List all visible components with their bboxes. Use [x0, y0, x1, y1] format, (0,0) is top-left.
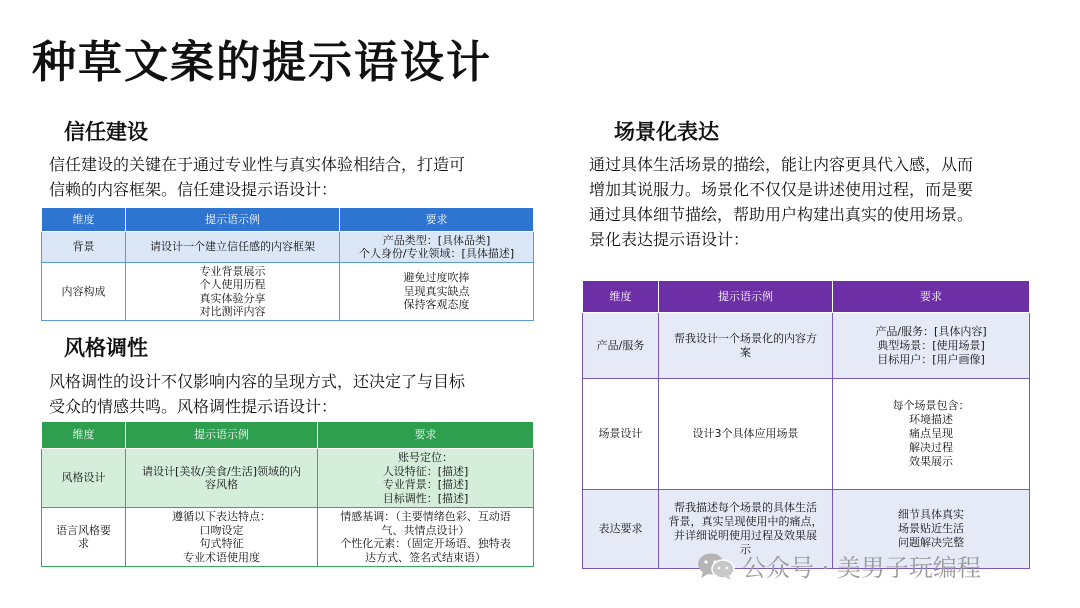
- scene-paragraph-line: 通过具体细节描绘，帮助用户构建出真实的使用场景。: [589, 205, 974, 224]
- trust-paragraph: [49, 152, 539, 202]
- scene-paragraph-line: 景化表达提示语设计：: [589, 230, 750, 249]
- scene-header-req: 要求: [833, 281, 1030, 313]
- cell-dim: 场景设计: [583, 379, 659, 490]
- trust-paragraph-line: 信赖的内容框架。信任建设提示语设计：: [49, 180, 338, 199]
- cell-req: 避免过度吹捧 呈现真实缺点 保持客观态度: [340, 263, 534, 321]
- trust-paragraph-line: 信任建设的关键在于通过专业性与真实体验相结合，打造可: [49, 155, 466, 174]
- cell-req: 产品/服务：[具体内容] 典型场景：[使用场景] 目标用户：[用户画像]: [833, 313, 1030, 379]
- scene-header-example: 提示语示例: [659, 281, 833, 313]
- cell-dim: 风格设计: [42, 449, 126, 508]
- style-header-example: 提示语示例: [126, 422, 318, 449]
- wechat-icon: [696, 551, 736, 581]
- table-row: [583, 379, 1030, 490]
- style-header-req: 要求: [318, 422, 534, 449]
- cell-dim: 产品/服务: [583, 313, 659, 379]
- cell-example: 设计3个具体应用场景: [659, 379, 833, 490]
- style-paragraph-line: 风格调性的设计不仅影响内容的呈现方式，还决定了与目标: [49, 372, 466, 391]
- style-header-dim: 维度: [42, 422, 126, 449]
- style-table: [41, 421, 534, 567]
- cell-req: 细节具体真实 场景贴近生活 问题解决完整: [833, 490, 1030, 569]
- trust-header-dim: 维度: [42, 208, 126, 232]
- watermark-text: 公众号 · 美男子玩编程: [742, 554, 981, 582]
- scene-paragraph: [589, 152, 1039, 252]
- scene-paragraph-line: 通过具体生活场景的描绘，能让内容更具代入感，从而: [589, 155, 974, 174]
- trust-table: [41, 207, 534, 321]
- cell-req: 账号定位： 人设特征：[描述] 专业背景：[描述] 目标调性：[描述]: [318, 449, 534, 508]
- cell-example: 帮我设计一个场景化的内容方 案: [659, 313, 833, 379]
- cell-example: 专业背景展示 个人使用历程 真实体验分享 对比测评内容: [126, 263, 340, 321]
- cell-example: 帮我描述每个场景的具体生活 背景，真实呈现使用中的痛点， 并详细说明使用过程及效果展 示: [659, 490, 833, 569]
- cell-example: 遵循以下表达特点： 口吻设定 句式特征 专业术语使用度: [126, 508, 318, 567]
- trust-header-example: 提示语示例: [126, 208, 340, 232]
- table-row: [42, 263, 534, 321]
- scene-paragraph-line: 增加其说服力。场景化不仅仅是讲述使用过程，而是要: [589, 180, 974, 199]
- section-title-style: 风格调性: [64, 336, 148, 360]
- cell-req: 每个场景包含： 环境描述 痛点呈现 解决过程 效果展示: [833, 379, 1030, 490]
- section-title-trust: 信任建设: [64, 120, 148, 144]
- watermark: [696, 548, 981, 583]
- cell-dim: 背景: [42, 232, 126, 263]
- cell-dim: 表达要求: [583, 490, 659, 569]
- scene-table: [582, 280, 1030, 569]
- table-row: [42, 449, 534, 508]
- style-paragraph-line: 受众的情感共鸣。风格调性提示语设计：: [49, 397, 338, 416]
- table-row: [42, 232, 534, 263]
- cell-req: 产品类型：[具体品类] 个人身份/专业领域：[具体描述]: [340, 232, 534, 263]
- cell-dim: 内容构成: [42, 263, 126, 321]
- scene-header-dim: 维度: [583, 281, 659, 313]
- cell-example: 请设计[美妆/美食/生活]领域的内 容风格: [126, 449, 318, 508]
- table-row: [42, 508, 534, 567]
- page-title: 种草文案的提示语设计: [32, 37, 492, 88]
- trust-header-req: 要求: [340, 208, 534, 232]
- table-row: [583, 313, 1030, 379]
- cell-dim: 语言风格要 求: [42, 508, 126, 567]
- cell-req: 情感基调：（主要情绪色彩、互动语 气、共情点设计） 个性化元素：（固定开场语、独特表 达方式、签名式结束语）: [318, 508, 534, 567]
- cell-example: 请设计一个建立信任感的内容框架: [126, 232, 340, 263]
- section-title-scene: 场景化表达: [614, 120, 719, 144]
- style-paragraph: [49, 369, 539, 419]
